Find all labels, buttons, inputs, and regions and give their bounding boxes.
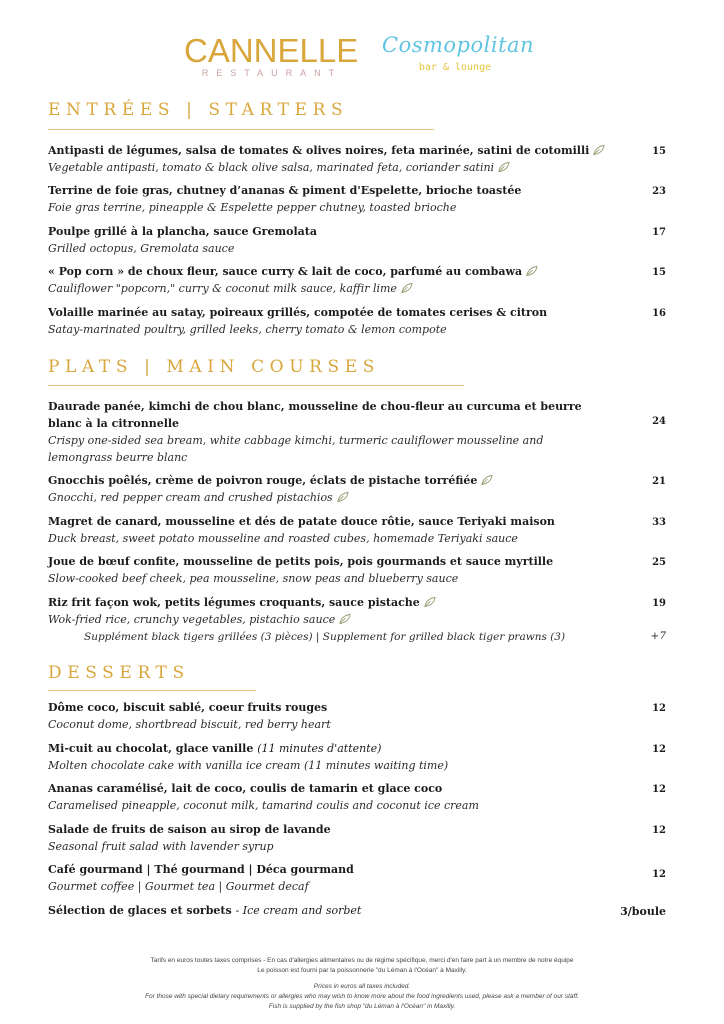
menu-item bbox=[48, 699, 666, 733]
item-name-fr: Sélection de glaces et sorbets bbox=[48, 904, 232, 917]
item-name-fr: Joue de bœuf confite, mousseline de petits pois, pois gourmands et sauce myrtille bbox=[48, 555, 554, 568]
item-name-en: Caramelised pineapple, coconut milk, tamarind coulis and coconut ice cream bbox=[48, 799, 479, 812]
item-name-fr: « Pop corn » de choux fleur, sauce curry & lait de coco, parfumé au combawa bbox=[48, 265, 523, 278]
item-price: 23 bbox=[652, 186, 666, 197]
item-name-en: Gourmet coffee | Gourmet tea | Gourmet decaf bbox=[48, 880, 309, 893]
item-price: 19 bbox=[652, 598, 666, 609]
item-name-fr: Mi-cuit au chocolat, glace vanille bbox=[48, 742, 254, 755]
item-name-fr: Riz frit façon wok, petits légumes croquants, sauce pistache bbox=[48, 596, 420, 609]
item-name-fr: Poulpe grillé à la plancha, sauce Gremolata bbox=[48, 225, 317, 238]
item-name-en: Duck breast, sweet potato mousseline and roasted cubes, homemade Teriyaki sauce bbox=[48, 532, 518, 545]
item-price: 12 bbox=[652, 703, 666, 714]
vegetarian-leaf-icon bbox=[400, 282, 413, 294]
menu-item bbox=[48, 821, 666, 855]
desserts-title: DESSERTS bbox=[48, 663, 190, 683]
menu-item bbox=[48, 861, 666, 895]
menu-item bbox=[48, 780, 666, 814]
vegetarian-leaf-icon bbox=[497, 161, 510, 173]
item-name-fr: Gnocchis poêlés, crème de poivron rouge, éclats de pistache torréfiée bbox=[48, 474, 478, 487]
item-name-en: Coconut dome, shortbread biscuit, red berry heart bbox=[48, 718, 331, 731]
footer-line: Tarifs en euros toutes taxes comprises - En cas d'allergies alimentaires ou de régime spécifique, merci d'en faire part à un membre de notre équipe bbox=[150, 957, 574, 964]
item-name-en: Slow-cooked beef cheek, pea mousseline, snow peas and blueberry sauce bbox=[48, 572, 459, 585]
supplement-price: +7 bbox=[650, 630, 666, 642]
item-name-en: Molten chocolate cake with vanilla ice cream (11 minutes waiting time) bbox=[48, 759, 449, 772]
item-price: 24 bbox=[652, 416, 666, 427]
cannelle-logo bbox=[184, 32, 359, 78]
item-name-en: Gnocchi, red pepper cream and crushed pistachios bbox=[48, 491, 333, 504]
menu-item bbox=[48, 182, 666, 216]
desserts-rule bbox=[48, 690, 256, 691]
vegetarian-leaf-icon bbox=[525, 265, 538, 277]
item-price: 15 bbox=[652, 146, 666, 157]
item-name-en: Grilled octopus, Gremolata sauce bbox=[48, 242, 235, 255]
cosmopolitan-logo bbox=[382, 30, 535, 74]
item-name-en: - Ice cream and sorbet bbox=[235, 904, 362, 917]
item-price: 25 bbox=[652, 557, 666, 568]
item-name-en: Satay-marinated poultry, grilled leeks, cherry tomato & lemon compote bbox=[48, 323, 447, 336]
menu-item bbox=[48, 513, 666, 547]
item-price: 33 bbox=[652, 517, 666, 528]
item-name-fr: Magret de canard, mousseline et dés de patate douce rôtie, sauce Teriyaki maison bbox=[48, 515, 555, 528]
item-name-fr: Salade de fruits de saison au sirop de lavande bbox=[48, 823, 331, 836]
vegetarian-leaf-icon bbox=[480, 474, 493, 486]
item-name-fr: Antipasti de légumes, salsa de tomates & olives noires, feta marinée, satini de cotomilli bbox=[48, 144, 590, 157]
item-price: 12 bbox=[652, 869, 666, 880]
footer-line: Le poisson est fourni par la poissonnerie "du Léman à l'Océan" à Maxilly. bbox=[257, 967, 467, 974]
item-name-fr: Daurade panée, kimchi de chou blanc, mousseline de chou-fleur au curcuma et beurre blanc à la citronnelle bbox=[48, 400, 582, 430]
cosmo-main-text: Cosmopolitan bbox=[382, 33, 535, 57]
item-name-en: Cauliflower "popcorn," curry & coconut milk sauce, kaffir lime bbox=[48, 282, 397, 295]
menu-item bbox=[48, 594, 666, 628]
item-name-fr: Dôme coco, biscuit sablé, coeur fruits rouges bbox=[48, 701, 328, 714]
starters-title: ENTRÉES | STARTERS bbox=[48, 100, 349, 120]
item-name-fr: Volaille marinée au satay, poireaux grillés, compotée de tomates cerises & citron bbox=[48, 306, 548, 319]
menu-item bbox=[48, 223, 666, 257]
starters-rule bbox=[48, 129, 434, 130]
item-name-fr: Ananas caramélisé, lait de coco, coulis de tamarin et glace coco bbox=[48, 782, 443, 795]
vegetarian-leaf-icon bbox=[338, 613, 351, 625]
menu-item bbox=[48, 142, 666, 176]
item-price: 16 bbox=[652, 308, 666, 319]
menu-item bbox=[48, 263, 666, 297]
item-price: 3/boule bbox=[620, 905, 666, 918]
menu-item bbox=[48, 553, 666, 587]
header bbox=[0, 30, 724, 86]
menu-item bbox=[48, 304, 666, 338]
item-price: 15 bbox=[652, 267, 666, 278]
footer-line: Prices in euros all taxes included. bbox=[313, 983, 411, 990]
mains-rule bbox=[48, 385, 464, 386]
menu-item bbox=[48, 398, 588, 466]
vegetarian-leaf-icon bbox=[592, 144, 605, 156]
supplement-text: Supplément black tigers grillées (3 pièces) | Supplement for grilled black tiger prawns (3) bbox=[84, 631, 566, 643]
item-price: 17 bbox=[652, 227, 666, 238]
footer-line: Fish is supplied by the fish shop "du Léman à l'Océan" in Maxilly. bbox=[268, 1003, 456, 1010]
menu-item bbox=[48, 472, 666, 506]
item-wait-note: (11 minutes d'attente) bbox=[257, 742, 382, 755]
cosmo-sub-text: bar & lounge bbox=[418, 62, 492, 73]
item-price: 12 bbox=[652, 744, 666, 755]
logo-sub-text: RESTAURANT bbox=[201, 68, 343, 78]
item-price: 21 bbox=[652, 476, 666, 487]
item-name-en: Seasonal fruit salad with lavender syrup bbox=[48, 840, 274, 853]
item-name-fr: Terrine de foie gras, chutney d’ananas & piment d'Espelette, brioche toastée bbox=[48, 184, 522, 197]
item-price: 12 bbox=[652, 784, 666, 795]
item-price: 12 bbox=[652, 825, 666, 836]
vegetarian-leaf-icon bbox=[336, 491, 349, 503]
menu-item bbox=[48, 740, 666, 774]
item-name-en: Crispy one-sided sea bream, white cabbage kimchi, turmeric cauliflower mousseline and lemongrass beurre blanc bbox=[48, 434, 544, 464]
footer-line: For those with special dietary requirements or allergies who may wish to know more about the food ingredients used, please ask a member of our staff. bbox=[145, 993, 579, 1000]
menu-item bbox=[48, 902, 666, 919]
item-name-en: Wok-fried rice, crunchy vegetables, pistachio sauce bbox=[48, 613, 336, 626]
logo-main-text: CANNELLE bbox=[184, 32, 359, 69]
item-name-fr: Café gourmand | Thé gourmand | Déca gourmand bbox=[48, 863, 354, 876]
item-name-en: Foie gras terrine, pineapple & Espelette pepper chutney, toasted brioche bbox=[48, 201, 457, 214]
vegetarian-leaf-icon bbox=[423, 596, 436, 608]
mains-title: PLATS | MAIN COURSES bbox=[48, 357, 381, 377]
item-name-en: Vegetable antipasti, tomato & black olive salsa, marinated feta, coriander satini bbox=[48, 161, 495, 174]
